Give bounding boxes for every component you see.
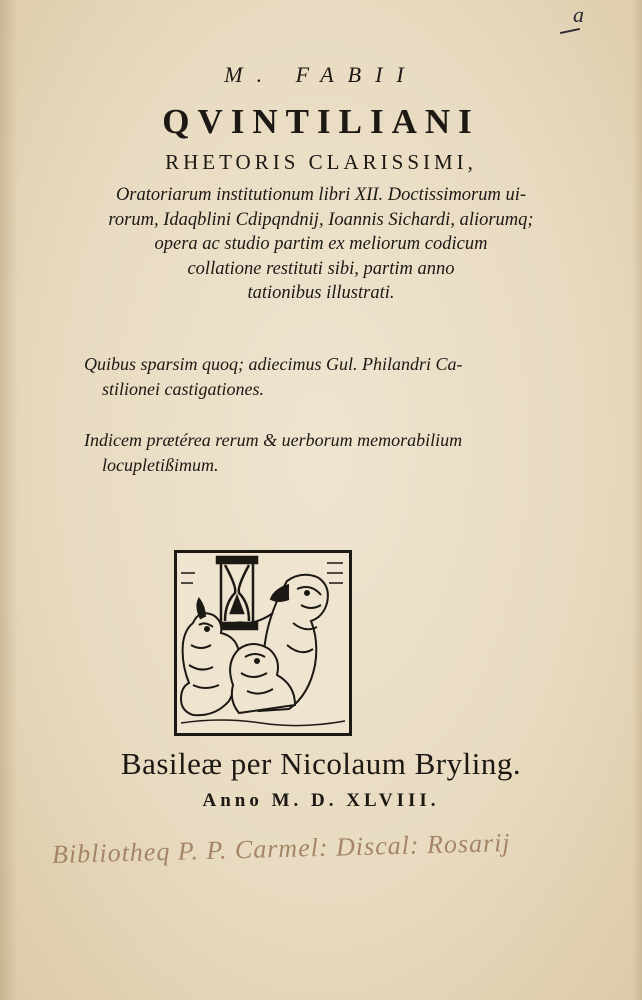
index-note <box>84 428 484 478</box>
imprint-year: Anno M. D. XLVIII. <box>202 790 440 811</box>
paragraph-line: Indicem prætérea rerum & uerborum memorabilium <box>84 430 463 450</box>
paragraph-line: Quibus sparsim quoq; adiecimus Gul. Philandri Ca- <box>84 354 463 374</box>
description-line: Oratoriarum institutionum libri XII. Doctissimorum ui- <box>115 185 527 205</box>
corner-note-stroke <box>560 28 580 34</box>
paragraph-line: locupletißimum. <box>102 455 219 475</box>
philander-note <box>84 352 484 402</box>
author-name: QVINTILIANI <box>162 102 480 141</box>
printer-device-woodcut <box>174 550 352 736</box>
printer-device-lions-hourglass-icon <box>177 553 349 733</box>
description-line: collatione restituti sibi, partim anno <box>187 258 455 279</box>
work-description <box>0 183 642 306</box>
author-epithet: RHETORIS CLARISSIMI, <box>165 150 477 174</box>
author-praenomen: M. FABII <box>224 62 418 87</box>
description-line: tationibus illustrati. <box>247 283 395 303</box>
paragraph-line: stilionei castigationes. <box>102 379 264 399</box>
ownership-inscription: Bibliotheq P. P. Carmel: Discal: Rosarij <box>51 828 511 869</box>
imprint-place: Basileæ per Nicolaum Bryling. <box>120 746 522 781</box>
description-line: rorum, Idaqblini Cdipqndnij, Ioannis Sichardi, aliorumq; <box>108 209 534 230</box>
corner-note: a <box>573 2 584 27</box>
description-line: opera ac studio partim ex meliorum codicum <box>154 234 488 254</box>
